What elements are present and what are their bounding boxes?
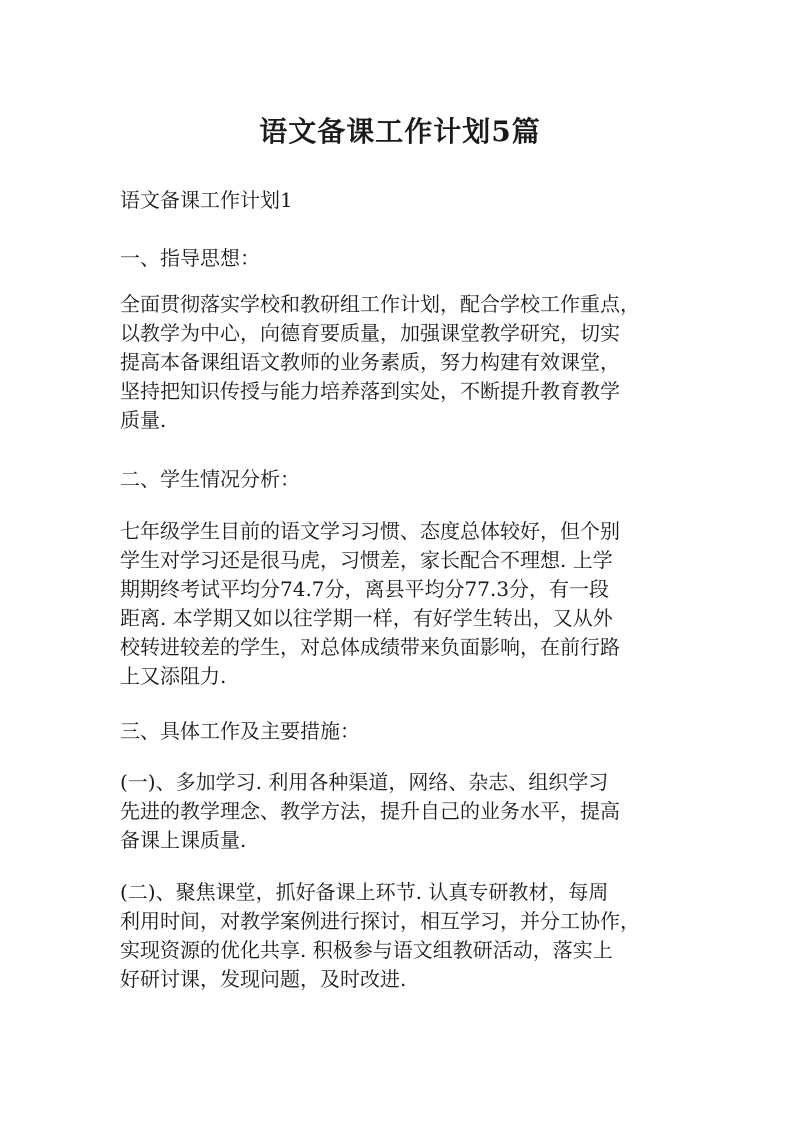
paragraph-line: 坚持把知识传授与能力培养落到实处，不断提升教育教学	[120, 379, 620, 403]
paragraph-line: 期期终考试平均分74.7分，离县平均分77.3分，有一段	[120, 577, 610, 601]
paragraph-line: 学生对学习还是很马虎，习惯差，家长配合不理想. 上学	[120, 548, 613, 572]
heading-work-measures: 三、具体工作及主要措施：	[120, 719, 360, 743]
paragraph-line: 校转进较差的学生，对总体成绩带来负面影响，在前行路	[120, 635, 620, 659]
paragraph-line: 先进的教学理念、教学方法，提升自己的业务水平，提高	[120, 799, 620, 823]
paragraph-line: (二)、聚焦课堂，抓好备课上环节. 认真专研教材，每周	[120, 880, 609, 904]
heading-student-analysis: 二、学生情况分析：	[120, 467, 300, 491]
paragraph-line: 上又添阻力.	[120, 664, 227, 688]
paragraph-line: 七年级学生目前的语文学习习惯、态度总体较好，但个别	[120, 519, 620, 543]
paragraph-guiding-ideology	[120, 290, 680, 435]
paragraph-measure-two	[120, 878, 680, 994]
paragraph-line: 实现资源的优化共享. 积极参与语文组教研活动，落实上	[120, 938, 613, 962]
paragraph-line: 备课上课质量.	[120, 828, 247, 852]
paragraph-student-analysis	[120, 517, 680, 691]
paragraph-line: (一)、多加学习. 利用各种渠道，网络、杂志、组织学习	[120, 770, 609, 794]
paragraph-line: 质量.	[120, 408, 167, 432]
paragraph-line: 全面贯彻落实学校和教研组工作计划，配合学校工作重点，	[120, 292, 640, 316]
paragraph-line: 以教学为中心，向德育要质量，加强课堂教学研究，切实	[120, 321, 620, 345]
section-subtitle: 语文备课工作计划1	[120, 188, 293, 212]
paragraph-line: 好研讨课，发现问题，及时改进.	[120, 967, 407, 991]
paragraph-line: 利用时间，对教学案例进行探讨，相互学习，并分工协作，	[120, 909, 640, 933]
heading-guiding-ideology: 一、指导思想：	[120, 246, 260, 270]
paragraph-line: 距离. 本学期又如以往学期一样，有好学生转出，又从外	[120, 606, 613, 630]
document-title: 语文备课工作计划5篇	[259, 115, 541, 148]
paragraph-measure-one	[120, 768, 680, 855]
paragraph-line: 提高本备课组语文教师的业务素质，努力构建有效课堂，	[120, 350, 620, 374]
